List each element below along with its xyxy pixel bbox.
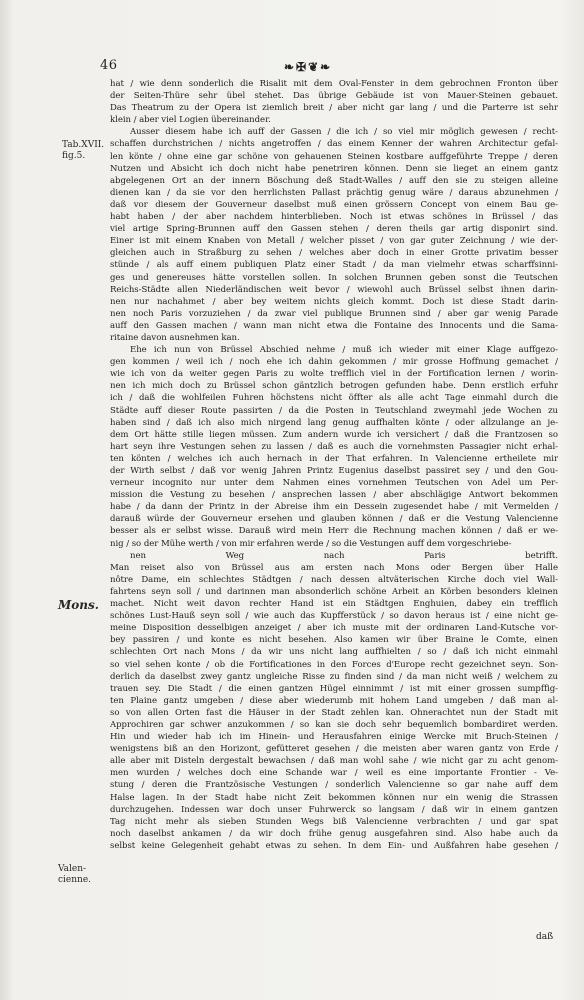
- text-line: gen kommen / weil ich / noch ehe ich dahin gekommen / mir grosse Hoffnung gemachet /: [110, 357, 558, 368]
- text-line: dienen kan / da sie vor den herrlichsten Pallast prächtig genug wäre / daraus abzunehmen /: [110, 187, 558, 198]
- text-line: so von allen Orten fast die Häuser in der Stadt zehlen kan. Ohnerachtet nun der Stadt mit: [110, 707, 558, 718]
- text-line: Hin und wieder hab ich im Hinein- und Herausfahren einige Wercke mit Bruch-Steinen /: [110, 732, 558, 743]
- text-line: der Wirth selbst / daß vor wenig Jahren Printz Eugenius daselbst passiret sey / und den Gou-: [110, 466, 558, 476]
- text-line: Tag nicht mehr als sieben Stunden Wegs biß Valencienne verbrachten / und gar spat: [110, 816, 558, 827]
- text-line: mission die Vestung zu besehen / ansprechen lassen / aber abschlägige Antwort bekommen: [110, 490, 558, 501]
- text-line: so viel sehen konte / ob die Fortificationes in den Forces d'Europe recht gezeichnet seyn. Son-: [110, 659, 558, 670]
- header-ornament: ❧✠❦❧: [284, 60, 333, 74]
- text-line: hart seyn ihre Vestungen sehen zu lassen / daß es auch die vornehmsten Passagier nicht erhal-: [110, 441, 558, 452]
- text-line: habt haben / der aber nachdem hinterblieben. Noch ist etwas schönes in Brüssel / das: [110, 212, 558, 223]
- text-line: klein / aber viel Logien übereinander.: [110, 115, 271, 126]
- text-line: dem Ort hätte stille liegen müssen. Zum andern wurde ich versichert / daß die Frantzosen so: [110, 429, 558, 440]
- text-line: wenigstens biß an den Horizont, gefütteret gesehen / die meisten aber waren gantz von Erde /: [110, 744, 558, 755]
- text-line: ges und genereuses hätte vorstellen sollen. In solchen Brunnen geben sonst die Teutschen: [110, 272, 558, 283]
- text-line: der Seiten-Thüre sehr übel stehet. Das übrige Gebäude ist von Mauer-Steinen gebauet.: [110, 91, 558, 102]
- text-line: stung / deren die Frantzösische Vestungen / sonderlich Valencienne so gar nahe auff dem: [110, 780, 558, 791]
- text-line: men wurden / welches doch eine Schande war / weil es eine importante Frontier - Ve-: [110, 768, 558, 779]
- text-line: auff den Gassen machen / wann man nicht etwa die Fontaine des Innocents und die Sama-: [110, 320, 558, 331]
- text-line: stünde / als auff einem publiquen Platz einer Stadt / da man vielmehr etwas scharffsinni-: [110, 260, 558, 271]
- text-line: ritaine davon ausnehmen kan.: [110, 332, 240, 343]
- text-line: meine Disposition desselbigen anzeiget / aber ich muste mit der ordinaren Land-Kutsche vor-: [110, 623, 558, 634]
- text-line: Approchiren gar schwer anzukommen / so kan sie doch sehr bequemlich bombardiret werden.: [110, 719, 558, 730]
- text-line: selbst keine Gelegenheit gehabt etwas zu sehen. In dem Ein- und Außfahren habe gesehen /: [110, 840, 558, 851]
- text-line: darauß würde der Gouverneur ersehen und glauben können / daß er die Vestung Valencienne: [110, 514, 558, 525]
- text-line: ten Plaine gantz umgeben / diese aber wiederumb mit hohem Land umgeben / daß man al-: [110, 695, 558, 706]
- text-line: nôtre Dame, ein schlechtes Städtgen / nach dessen altväterischen Kirche doch viel Wall-: [110, 574, 558, 585]
- page-number: 46: [100, 58, 118, 73]
- text-line: gleichen auch in Straßburg zu sehen / welches aber doch in einer Grotte privatim besser: [110, 248, 558, 259]
- text-line: Ehe ich nun von Brüssel Abschied nehme / muß ich wieder mit einer Klage auffgezo-: [130, 345, 558, 356]
- text-line: bey passiren / und konte es nicht besehen. Also kamen wir über Braine le Comte, einen: [110, 635, 558, 646]
- margin-note-valenciennes: Valen- cienne.: [58, 864, 92, 885]
- text-line: Reichs-Städte allen Niederländischen weit bevor / wiewohl auch Brüssel selbst ihnen darin-: [110, 284, 558, 295]
- text-line: trauen sey. Die Stadt / die einen gantzen Hügel einnimmt / ist mit einer grossen sumpffig-: [110, 683, 558, 694]
- text-line: alle aber mit Disteln dergestalt bewachsen / daß man wohl sahe / wie nicht gar zu acht genom-: [110, 756, 558, 767]
- text-line: habe / da dann der Printz in der Abreise ihm ein Dessein zugesendet habe / mit Vermelden /: [110, 502, 558, 513]
- text-line: hat / wie denn sonderlich die Risalit mit dem Oval-Fenster in dem gebrochnen Fronton über: [110, 79, 558, 89]
- text-line: daß vor diesem der Gouverneur daselbst muß einen grössern Concept von einem Bau ge-: [110, 199, 558, 210]
- text-line: wie ich von da weiter gegen Paris zu wolte trefflich viel in der Fortification lernen / worin-: [110, 369, 558, 380]
- text-line: Einer ist mit einem Knaben von Metall / welcher pisset / von gar guter Zeichnung / wie der-: [110, 236, 558, 247]
- text-line: Das Theatrum zu der Opera ist ziemlich breit / aber nicht gar lang / und die Parterre ist sehr: [110, 103, 558, 114]
- text-line: schönes Lust-Hauß seyn soll / wie auch das Kupfferstück / so davon heraus ist / eine nicht ge-: [110, 611, 558, 622]
- text-line: Städte auff dieser Route passirten / da die Posten in Teutschland zweymahl jede Wochen zu: [110, 405, 558, 416]
- text-line: nen ich mich doch zu Brüssel schon gäntzlich betrogen gefunden habe. Denn erstlich erfuhr: [110, 381, 558, 392]
- text-line: Man reiset also von Brüssel aus am ersten nach Mons oder Bergen über Halle: [110, 562, 558, 573]
- text-line: nen noch Paris vorzuziehen / da zwar viel publique Brunnen sind / aber gar wenig Parade: [110, 308, 558, 319]
- text-line: Ausser diesem habe ich auff der Gassen / die ich / so viel mir möglich gewesen / recht-: [130, 127, 558, 138]
- text-line: derlich da daselbst zwey gantz ungleiche Risse zu finden sind / da man nicht weiß / welchem zu: [110, 671, 558, 682]
- text-line: ten könten / welches ich auch hernach in der That erfahren. In Valencienne ertheilete mir: [110, 453, 558, 464]
- text-line: nen nur nachahmet / aber bey weitem nichts gleich kommt. Doch ist diese Stadt darin-: [110, 296, 558, 307]
- catchword: daß: [536, 932, 554, 942]
- margin-note-mons: Mons.: [58, 598, 99, 612]
- text-line: Halse lagen. In der Stadt habe nicht Zeit bekommen können nur ein wenig die Strassen: [110, 792, 558, 803]
- margin-note-plate-reference: Tab.XVII. fig.5.: [62, 140, 105, 161]
- text-line: noch daselbst ankamen / da wir doch frühe genug ausgefahren sind. Also habe auch da: [110, 828, 558, 839]
- text-line: schlechten Ort nach Mons / da wir uns nicht lang auffhielten / so / daß ich nicht einmahl: [110, 647, 558, 658]
- text-line: nig / so der Mühe werth / von mir erfahren werde / so die Vestungen auff dem vorgeschriebe-: [110, 538, 512, 549]
- text-line: haben sind / daß ich also mich nirgend lang genug auffhalten könte / oder allzulange an je-: [110, 417, 558, 428]
- body-text: [110, 78, 558, 852]
- text-line: fahrtens seyn soll / und darinnen man absonderlich schöne Arbeit an Körben besonders kleinen: [110, 586, 558, 597]
- text-line: verneur incognito nur unter dem Nahmen eines vornehmen Teutschen von Adel um Per-: [110, 478, 558, 489]
- text-line: machet. Nicht weit davon rechter Hand ist ein Städtgen Enghuien, dabey ein trefflich: [110, 599, 558, 610]
- text-line: len könte / ohne eine gar schöne von gehauenen Steinen kostbare auffgeführte Treppe / deren: [110, 151, 558, 162]
- text-line: abgelegenen Ort an der innern Böschung deß Stadt-Walles / auff den sie zu steigen alleine: [110, 175, 558, 186]
- text-line: besser als er selbst wisse. Darauß wird mein Herr die Rechnung machen können / daß er we-: [110, 526, 558, 537]
- text-line: Nutzen und Absicht ich doch nicht habe penetriren können. Denn sie lieget an einem gantz: [110, 163, 558, 174]
- text-line: durchzugehen. Indessen war doch unser Fuhrwerck so langsam / daß wir in einem gantzen: [110, 804, 558, 815]
- text-line: nen Weg nach Paris betrifft.: [130, 550, 558, 561]
- text-line: schaffen durchstrichen / nichts angetroffen / das einem Kenner der wahren Architectur gefal-: [110, 139, 558, 150]
- text-line: ich / daß die wohlfeilen Fuhren höchstens nicht öffter als alle acht Tage einmahl durch die: [110, 393, 558, 404]
- text-line: viel artige Spring-Brunnen auff den Gassen stehen / deren theils gar artig disponirt sind.: [110, 224, 558, 235]
